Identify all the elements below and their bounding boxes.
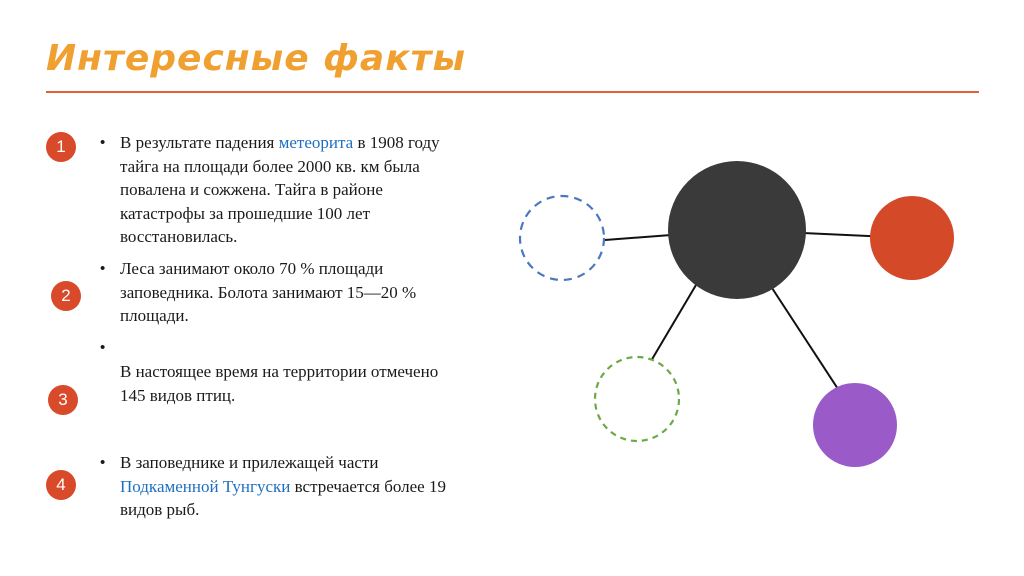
bullet: • [100, 339, 106, 356]
dashed-green-circle [595, 357, 679, 441]
slide-title: Интересные факты [46, 38, 467, 79]
red-circle [870, 196, 954, 280]
fact-3-text: В настоящее время на территории отмечено 145 видов птиц. [120, 362, 439, 405]
fact-1-badge: 1 [46, 132, 76, 162]
fact-3-badge: 3 [48, 385, 78, 415]
fact-2-text: Леса занимают около 70 % площади заповедника. Болота занимают 15—20 % площади. [120, 259, 417, 325]
fact-4-text-start: В заповеднике и прилежащей части [120, 453, 379, 472]
fact-1-text-start: В результате падения [120, 133, 279, 152]
bullet: • [100, 134, 106, 151]
fact-1-text-end: в 1908 году тайга на площади более 2000 кв. км была повалена и сожжена. Тайга в районе катастрофы за прошедшие 100 лет восстановилась. [120, 133, 440, 246]
bullet: • [100, 454, 106, 471]
fact-2-badge: 2 [51, 281, 81, 311]
dashed-blue-circle [520, 196, 604, 280]
fact-4-text-end: встречается более 19 видов рыб. [120, 476, 446, 519]
connector-line [772, 288, 838, 389]
connector-line [651, 285, 696, 361]
meteorite-link[interactable]: метеорита [278, 133, 354, 152]
podkamennaya-tunguska-link[interactable]: Подкаменной Тунгуски [120, 476, 291, 496]
purple-circle [813, 383, 897, 467]
bullet: • [100, 260, 106, 277]
fact-4-badge: 4 [46, 470, 76, 500]
hub-circle [668, 161, 806, 299]
